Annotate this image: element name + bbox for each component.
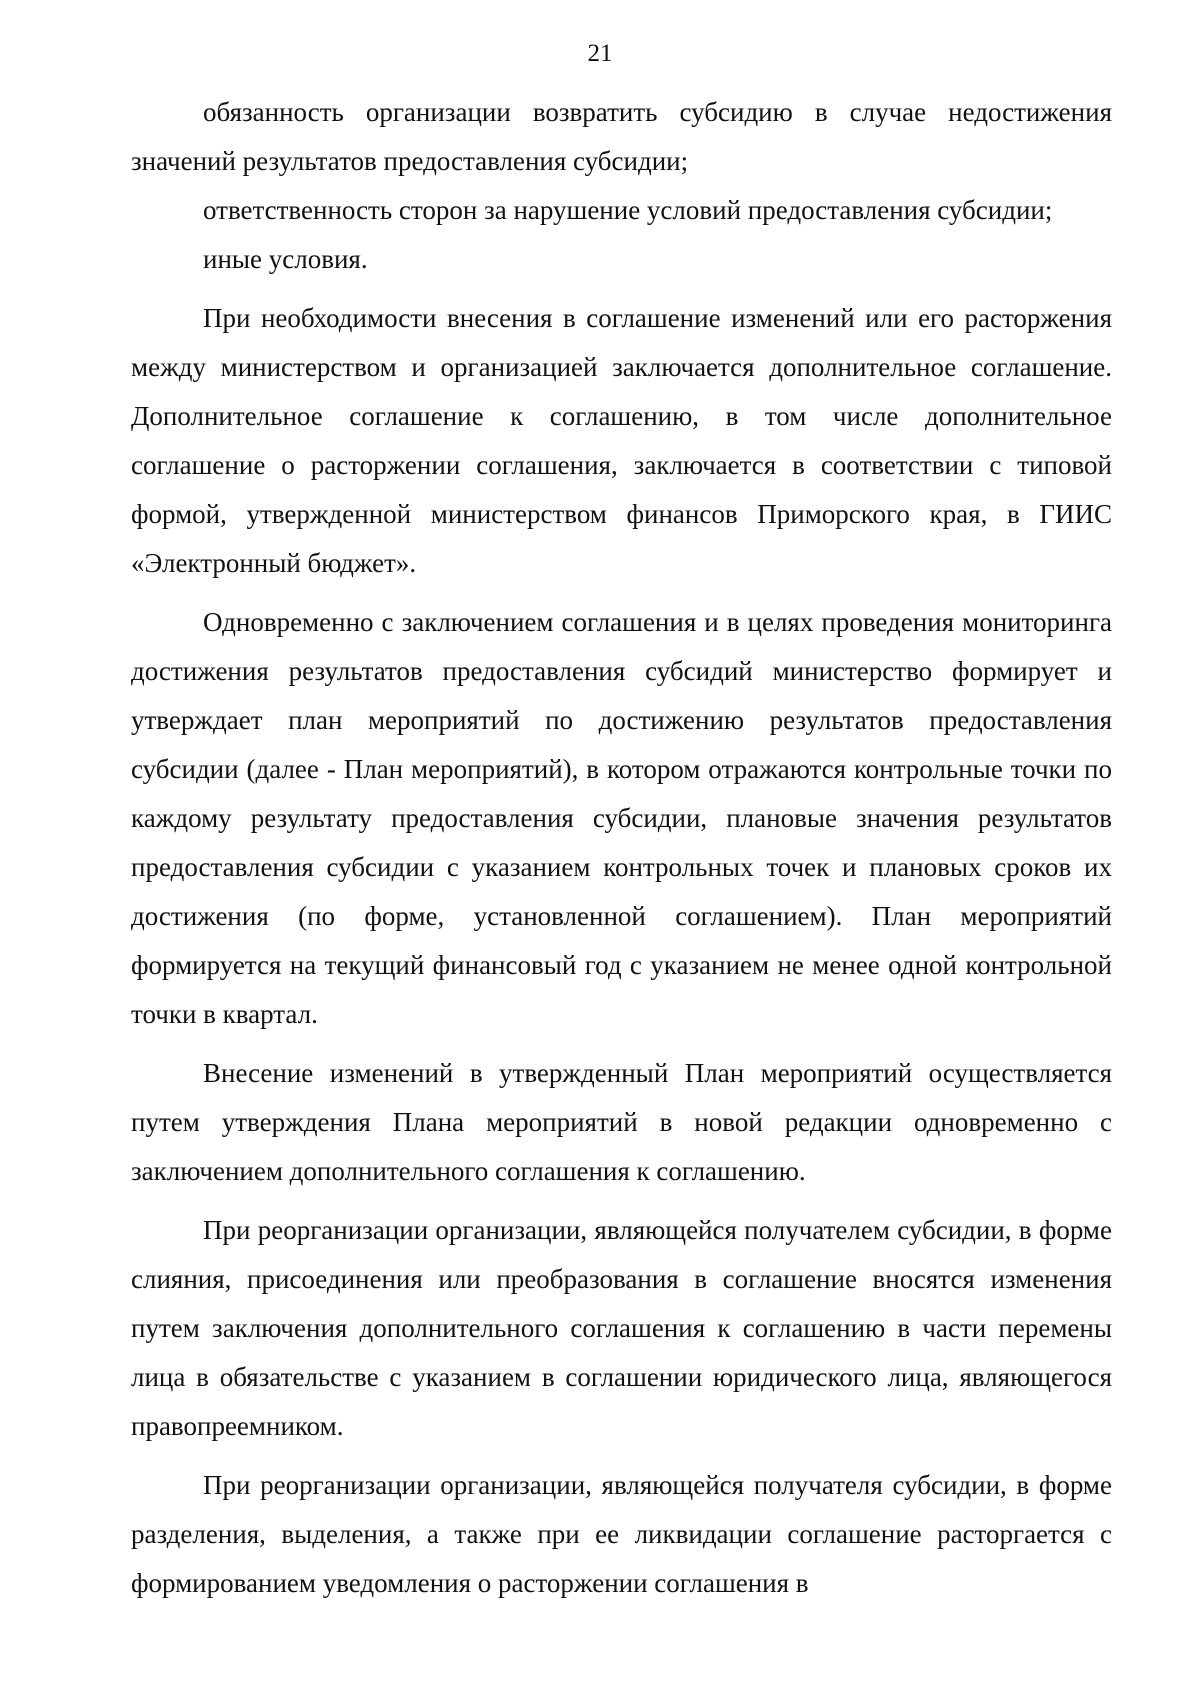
paragraph-other-conditions: иные условия. — [203, 244, 368, 274]
paragraph-action-plan: Одновременно с заключением соглашения и в целях проведения мониторинга достижения результатов предоставления субсидий министерство формирует и утверждает план мероприятий по достижению результатов предоставления субсидии (далее - План мероприятий), в котором отражаются контрольные точки по каждому результату предоставления субсидии, плановые значения результатов предоставления субсидии с указанием контрольных точек и плановых сроков их достижения (по форме, установленной соглашением). План мероприятий формируется на текущий финансовый год с указанием не менее одной контрольной точки в квартал. — [131, 607, 1112, 1029]
paragraph-plan-changes: Внесение изменений в утвержденный План мероприятий осуществляется путем утверждения Плана мероприятий в новой редакции одновременно с заключением дополнительного соглашения к соглашению. — [131, 1058, 1112, 1186]
paragraph-liability: ответственность сторон за нарушение условий предоставления субсидии; — [203, 195, 1053, 225]
page-number: 21 — [587, 40, 613, 67]
paragraph-obligation-return: обязанность организации возвратить субсидию в случае недостижения значений результатов предоставления субсидии; — [131, 97, 1112, 176]
paragraph-reorganization-merger: При реорганизации организации, являющейся получателем субсидии, в форме слияния, присоединения или преобразования в соглашение вносятся изменения путем заключения дополнительного соглашения к соглашению в части перемены лица в обязательстве с указанием в соглашении юридического лица, являющегося правопреемником. — [131, 1215, 1112, 1441]
paragraph-reorganization-division: При реорганизации организации, являющейся получателя субсидии, в форме разделения, выделения, а также при ее ликвидации соглашение расторгается с формированием уведомления о расторжении соглашения в — [131, 1470, 1112, 1598]
paragraph-amendments: При необходимости внесения в соглашение изменений или его расторжения между министерством и организацией заключается дополнительное соглашение. Дополнительное соглашение к соглашению, в том числе дополнительное соглашение о расторжении соглашения, заключается в соответствии с типовой формой, утвержденной министерством финансов Приморского края, в ГИИС «Электронный бюджет». — [131, 303, 1112, 578]
document-body — [131, 88, 1112, 1608]
